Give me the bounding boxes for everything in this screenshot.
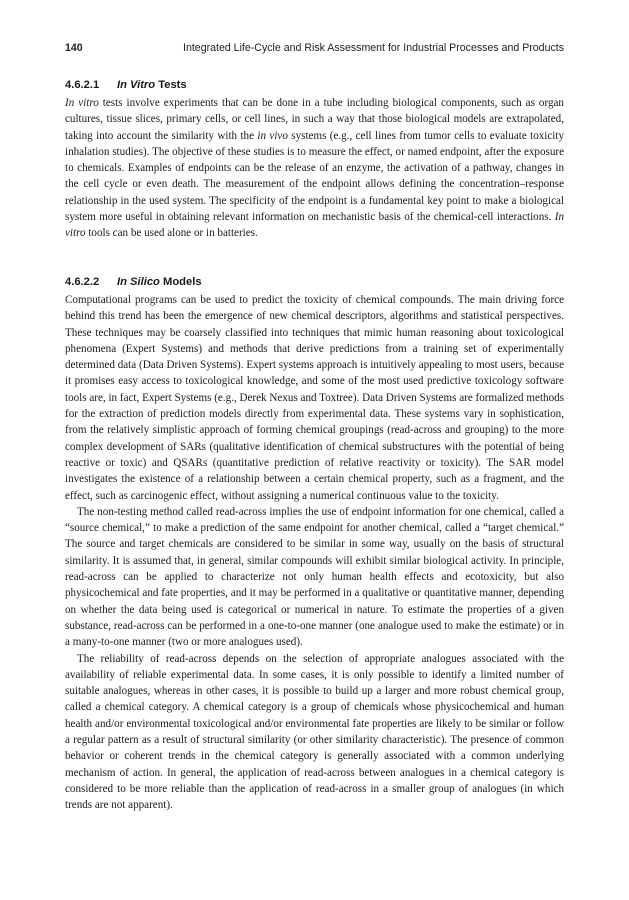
italic-term: In vitro [65, 97, 99, 109]
section-body-in-silico [65, 292, 564, 814]
section-heading-in-vitro [65, 79, 187, 91]
section-title-rest: Tests [158, 79, 187, 91]
italic-term: In vitro [65, 211, 564, 240]
page-number: 140 [65, 42, 83, 54]
paragraph-text: systems (e.g., cell lines from tumor cells to evaluate toxicity inhalation studies). The objective of these studies is to measure the effect, or named endpoint, after the exposure to chemicals. Examples of endpoints can be the release of an enzyme, the activation of a pathway, changes in the cell cycle or even death. The measurement of the endpoint allows defining the concentration–response relationship in the used system. The specificity of the endpoint is a fundamental key point to make a biological system more useful in obtaining relevant information on mechanistic basis of the chemical-cell interactions. [65, 129, 565, 224]
section-title-rest: Models [163, 276, 202, 288]
paragraph: The reliability of read-across depends on the selection of appropriate analogues associated with the availability of reliable experimental data. In some cases, it is only possible to identify a limited number of suitable analogues, whereas in other cases, it is possible to build up a larger and more robust chemical group, called a chemical category. A chemical category is a group of chemicals whose physicochemical and human health and/or environmental toxicological and/or environmental fate properties are likely to be similar or follow a regular pattern as a result of structural similarity (or other similarity characteristic). The presence of common behavior or coherent trends in the chemical category is generally associated with a common underlying mechanism of action. In general, the application of read-across between analogues in a chemical category is considered to be more reliable than the application of read-across in a smaller group of analogues (in which trends are not apparent). [65, 652, 564, 812]
section-number: 4.6.2.2 [65, 276, 100, 288]
running-header [65, 42, 564, 58]
section-title-italic: In Vitro [117, 79, 156, 91]
italic-term: in vivo [257, 129, 288, 142]
paragraph [65, 95, 564, 242]
book-title: Integrated Life-Cycle and Risk Assessment for Industrial Processes and Products [183, 42, 564, 54]
section-heading-in-silico [65, 276, 202, 288]
section-body-in-vitro [65, 95, 564, 242]
paragraph-text: tests involve experiments that can be done in a tube including biological components, such as organ cultures, tissue slices, primary cells, or cell lines, in such a way that those biological models are extrapolated, taking into account the similarity with the [65, 97, 564, 142]
section-title-italic: In Silico [117, 276, 160, 288]
paragraph-text: tools can be used alone or in batteries. [88, 227, 258, 240]
paragraph: Computational programs can be used to predict the toxicity of chemical compounds. The main driving force behind this trend has been the emergence of new chemical descriptors, algorithms and statistical perspectives. These techniques may be coarsely classified into techniques that mimic human reasoning about toxicological phenomena (Expert Systems) and methods that derive predictions from a training set of experimentally determined data (Data Driven Systems). Expert systems approach is intuitively appealing to most users, because it promises easy access to toxicological knowledge, and some of the most used predictive toxicology software tools are, in fact, Expert Systems (e.g., Derek Nexus and Toxtree). Data Driven Systems are formalized methods for the extraction of prediction models directly from experimental data. These systems vary in sophistication, from the relatively simplistic approach of forming chemical groupings (read-across and grouping) to the more complex development of SARs (qualitative identification of chemical substructures with the potential of being reactive or toxic) and QSARs (quantitative prediction of relative reactivity or toxicity). The SAR model investigates the existence of a relationship between a certain chemical property, such as a fragment, and the effect, such as carcinogenic effect, without assigning a numerical continuous value to the toxicity. [65, 294, 564, 502]
section-number: 4.6.2.1 [65, 79, 100, 91]
paragraph: The non-testing method called read-across implies the use of endpoint information for one chemical, called a “source chemical,” to make a prediction of the same endpoint for another chemical, called a “target chemical.” The source and target chemicals are considered to be similar in some way, usually on the basis of structural similarity. It is assumed that, in general, similar compounds will exhibit similar biological activity. In principle, read-across can be applied to characterize not only human health effects and ecotoxicity, but also physicochemical and fate properties, and it may be performed in a qualitative or quantitative manner, depending on whether the data being used is categorical or numerical in nature. To estimate the properties of a given substance, read-across can be performed in a one-to-one manner (one analogue used to make the estimate) or in a many-to-one manner (two or more analogues used). [65, 505, 564, 649]
